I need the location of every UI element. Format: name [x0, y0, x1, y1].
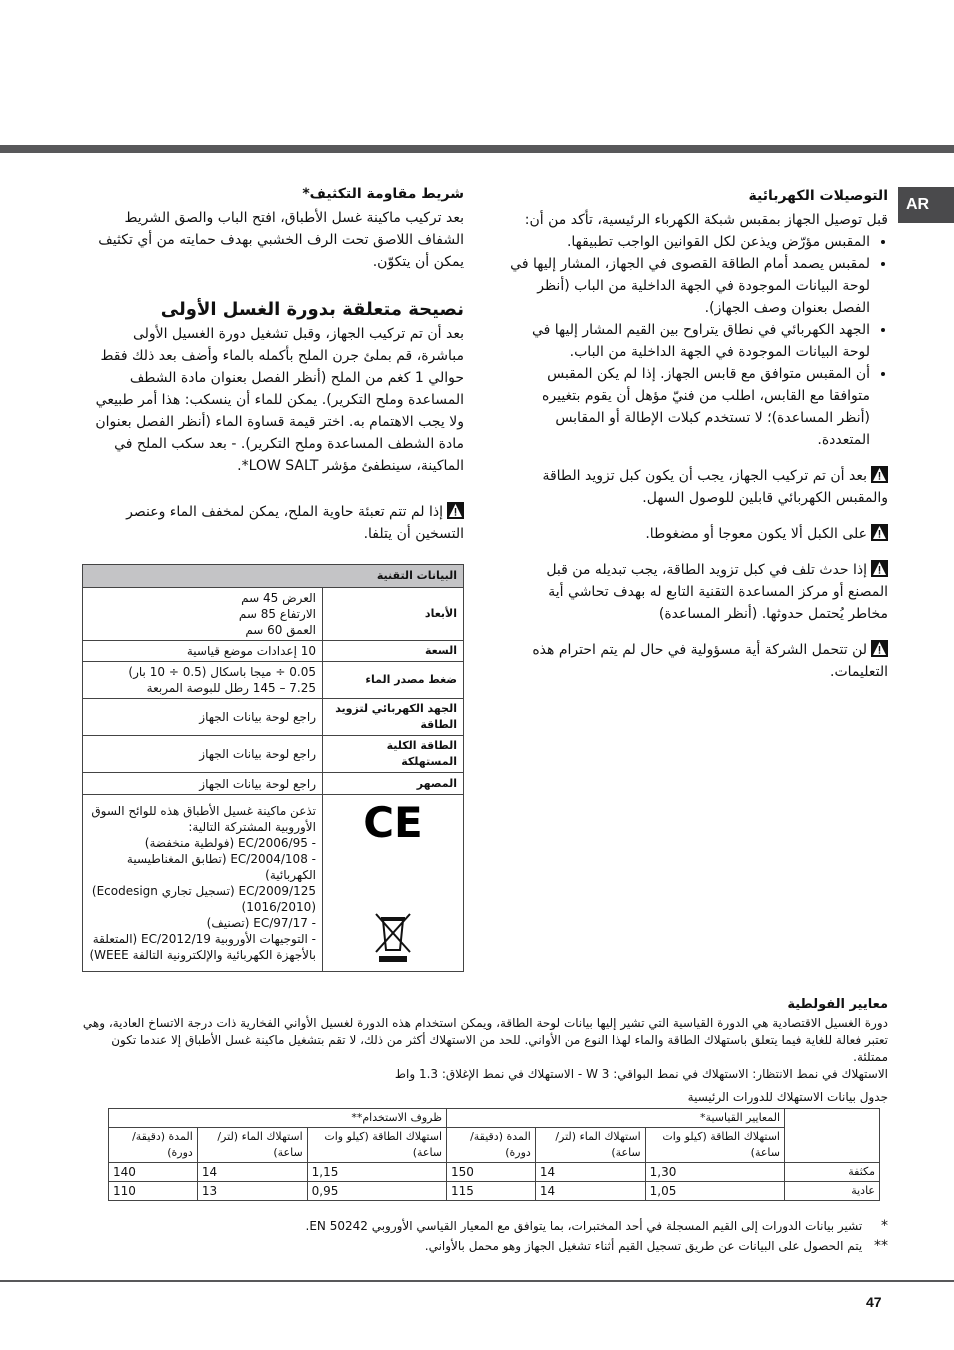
consumption-table [108, 1108, 880, 1201]
compliance-text [83, 795, 323, 972]
table-row [83, 588, 464, 641]
specs-table [82, 564, 464, 972]
column-header: استهلاك الطاقة (كيلو وات ساعة) [645, 1128, 784, 1163]
spec-value [83, 662, 323, 699]
cell: 110 [109, 1182, 198, 1201]
corner-cell [785, 1109, 880, 1163]
salt-warning-text: إذا لم تتم تعبئة حاوية الملح، يمكن لمخفف الماء وعنصر التسخين أن يتلفا. [126, 504, 464, 542]
compliance-line: - التوجيهات الأوروبية 2012/19/EC (المتعلقة بالأجهزة الكهربائية والإلكترونية التالفة WEEE) [89, 932, 316, 962]
footnote-mark: ** [874, 1238, 888, 1254]
salt-warning [82, 501, 464, 545]
spec-value: راجع لوحة بيانات الجهاز [83, 736, 323, 773]
warning-paragraph [510, 523, 888, 545]
bottom-rule [0, 1280, 954, 1282]
footnotes [300, 1216, 888, 1256]
spec-line: الارتفاع 85 سم [238, 607, 316, 621]
warning-paragraph [510, 465, 888, 509]
spec-value: 10 إعدادات موضع قياسية [83, 641, 323, 662]
first-wash-text: بعد أن تم تركيب الجهاز، وقبل تشغيل دورة الغسيل الأولى مباشرة، قم بملئ جرن الملح بأكمله بالماء وأضف بعد ذلك فقط حوالي 1 كغم من الملح (أنظر الفصل بعنوان مادة الشطف المساعدة وملح التكرير). يمكن للماء أن ينسكب: هذا أمر طبيعي ولا يجب الاهتمام به. اختر قيمة قساوة الماء (أنظر الفصل بعنوان مادة الشطف المساعدة وملح التكرير). - بعد سكب الملح في الماكينة، سينطفئ مؤشر LOW SALT*. [95, 326, 464, 474]
footnote-mark: * [881, 1218, 888, 1234]
warning-icon [871, 640, 888, 657]
left-column [82, 183, 464, 545]
spec-line: العمق 60 سم [245, 623, 316, 637]
footnote [300, 1236, 888, 1256]
specs-header: البيانات التقنية [83, 565, 464, 588]
list-item: • الجهد الكهربائي في نطاق يتراوح بين القيم المشار إليها في لوحة البيانات الموجودة في الجهة الداخلية من الباب. [510, 319, 870, 363]
electrical-section [510, 185, 888, 683]
footnote [300, 1216, 888, 1236]
compliance-line: - 97/17/EC (تصنيف) [206, 916, 316, 930]
table-row [83, 699, 464, 736]
electrical-list [510, 231, 888, 451]
table-row [83, 641, 464, 662]
language-tab: AR [898, 187, 954, 223]
spec-line: العرض 45 سم [241, 591, 316, 605]
first-wash-title: نصيحة متعلقة بدورة الغسل الأولى [160, 299, 464, 320]
warning-icon [871, 466, 888, 483]
spec-label: السعة [323, 641, 464, 662]
compliance-line: تذعن ماكينة غسيل الأطباق هذه للوائح السوق الأوروبية المشتركة التالية: [91, 804, 316, 834]
table-row [83, 662, 464, 699]
cell: 0,95 [307, 1182, 446, 1201]
table-caption: جدول بيانات الاستهلاك للدورات الرئيسية [687, 1090, 888, 1104]
svg-text:CE: CE [363, 798, 423, 847]
table-row [83, 795, 464, 972]
group-header-use: ظروف الاستخدام** [109, 1109, 447, 1128]
spec-line: 0.05 ÷ ميجا باسكال (0.5 ÷ 10 بار) [128, 665, 316, 679]
column-header: استهلاك الطاقة (كيلو وات ساعة) [307, 1128, 446, 1163]
warning-text: إذا حدث تلف في كبل تزويد الطاقة، يجب تبديله من قبل المصنع أو مركز المساعدة التقنية التابع له بهدف تحاشي أية مخاطر يُحتمل حدوثها. (أنظر المساعدة) [546, 562, 888, 622]
cell: 115 [447, 1182, 536, 1201]
spec-label: الأبعاد [323, 588, 464, 641]
page-number: 47 [866, 1294, 882, 1310]
cell: 140 [109, 1163, 198, 1182]
spec-value [83, 588, 323, 641]
cell: 1,30 [645, 1163, 784, 1182]
table-row [109, 1163, 880, 1182]
warning-icon [871, 560, 888, 577]
compliance-line: 2009/125/EC (تسجيل تجاري Ecodesign) (1016/2010) [91, 884, 316, 914]
spec-line: 7.25 – 145 رطل للبوصة المربعة [146, 681, 316, 695]
cell: 14 [535, 1182, 645, 1201]
column-header: المدة (دقيقة/ دورة) [109, 1128, 198, 1163]
spec-label: ضغط مصدر الماء [323, 662, 464, 699]
list-item: • أن المقبس متوافق مع قابس الجهاز. إذا لم يكن المقبس متوافقا مع القابس، اطلب من فنيّ مؤهل أن يقوم بتغييره (أنظر المساعدة)؛ لا تستخدم كبلات الإطالة أو المقابس المتعددة. [510, 363, 870, 451]
list-item: • لمقبس يصمد أمام الطاقة القصوى في الجهاز، المشار إليها في لوحة البيانات الموجودة في الجهة الداخلية من الباب (أنظر الفصل بعنوان وصف الجهاز). [510, 253, 870, 319]
column-header: المدة (دقيقة/ دورة) [447, 1128, 536, 1163]
compliance-line: - 2004/108/EC (تطابق المغناطيسية الكهربائية) [126, 852, 316, 882]
table-row [83, 736, 464, 773]
condensation-title: شريط مقاومة التكثيف* [302, 186, 464, 202]
energy-text: دورة الغسيل الاقتصادية هي الدورة القياسية التي تشير إليها بيانات لوحة الطاقة، ويمكن استخدام هذه الدورة لغسيل الأواني الفخارية ذات درجة الاتساخ العادية، وهي تعتبر فعالة للغاية فيما يتعلق باستهلاك الطاقة والماء لهذا النوع من الأواني. للحد من الاستهلاك أكثر من ذلك، لا تقم بتشغيل ماكينة غسل الأطباق إلا عندما تكون ممتلئة. [82, 1016, 888, 1064]
warning-icon [447, 502, 464, 519]
condensation-text: بعد تركيب ماكينة غسل الأطباق، افتح الباب والصق الشريط الشفاف اللاصق تحت الرف الخشبي بهدف حمايته من أي تكثيف يمكن أن يتكوّن. [98, 210, 464, 270]
column-header: استهلاك الماء (لتر/ساعة) [535, 1128, 645, 1163]
warning-paragraph [510, 639, 888, 683]
warning-paragraph [510, 559, 888, 625]
spec-label: الطاقة الكلية المستهلكة [323, 736, 464, 773]
cell: 14 [197, 1163, 307, 1182]
spec-value: راجع لوحة بيانات الجهاز [83, 699, 323, 736]
compliance-logos [323, 795, 464, 972]
table-row [109, 1182, 880, 1201]
energy-title: معايير الفولطية [787, 997, 888, 1012]
group-header-standard: المعايير القياسية* [447, 1109, 785, 1128]
column-header: استهلاك الماء (لتر/ساعة) [197, 1128, 307, 1163]
spec-label: المصهر [323, 773, 464, 795]
footnote-text: تشير بيانات الدورات إلى القيم المسجلة في أحد المختبرات، بما يتوافق مع المعيار القياسي الأوروبي EN 50242. [305, 1219, 863, 1233]
row-label: عادية [785, 1182, 880, 1201]
table-row [83, 773, 464, 795]
energy-section [82, 996, 888, 1106]
row-label: مكثفة [785, 1163, 880, 1182]
warning-text: على الكبل ألا يكون معوجا أو مضغوطا. [645, 526, 867, 542]
list-item: • المقبس مؤرّض ويذعن لكل القوانين الواجب تطبيقها. [510, 231, 870, 253]
cell: 1,05 [645, 1182, 784, 1201]
cell: 1,15 [307, 1163, 446, 1182]
compliance-line: - 2006/95/EC (فولطية منخفضة) [144, 836, 316, 850]
cell: 13 [197, 1182, 307, 1201]
footnote-text: يتم الحصول على البيانات عن طريق تسجيل القيم أثناء تشغيل الجهاز وهو محمل بالأواني. [424, 1239, 863, 1253]
standby-text: الاستهلاك في نمط الانتظار: الاستهلاك في نمط البواقي: W 3 - الاستهلاك في نمط الإغلاق: 1.3 واط [394, 1067, 888, 1081]
spec-value: راجع لوحة بيانات الجهاز [83, 773, 323, 795]
cell: 14 [535, 1163, 645, 1182]
cell: 150 [447, 1163, 536, 1182]
warning-text: لن تتحمل الشركة أية مسؤولية في حال لم يتم احترام هذه التعليمات. [532, 642, 888, 680]
warning-text: بعد أن تم تركيب الجهاز، يجب أن يكون كبل تزويد الطاقة والمقبس الكهربائي قابلين للوصول السهل. [542, 468, 888, 506]
warning-icon [871, 524, 888, 541]
electrical-intro: قبل توصيل الجهاز بمقبس شبكة الكهرباء الرئيسية، تأكد من أن: [524, 212, 888, 228]
weee-bin-icon [373, 912, 413, 964]
electrical-title: التوصيلات الكهربائية [748, 188, 888, 204]
spec-label: الجهد الكهربائي لتزويد الطاقة [323, 699, 464, 736]
top-rule [0, 145, 954, 153]
ce-mark-icon [363, 797, 423, 847]
